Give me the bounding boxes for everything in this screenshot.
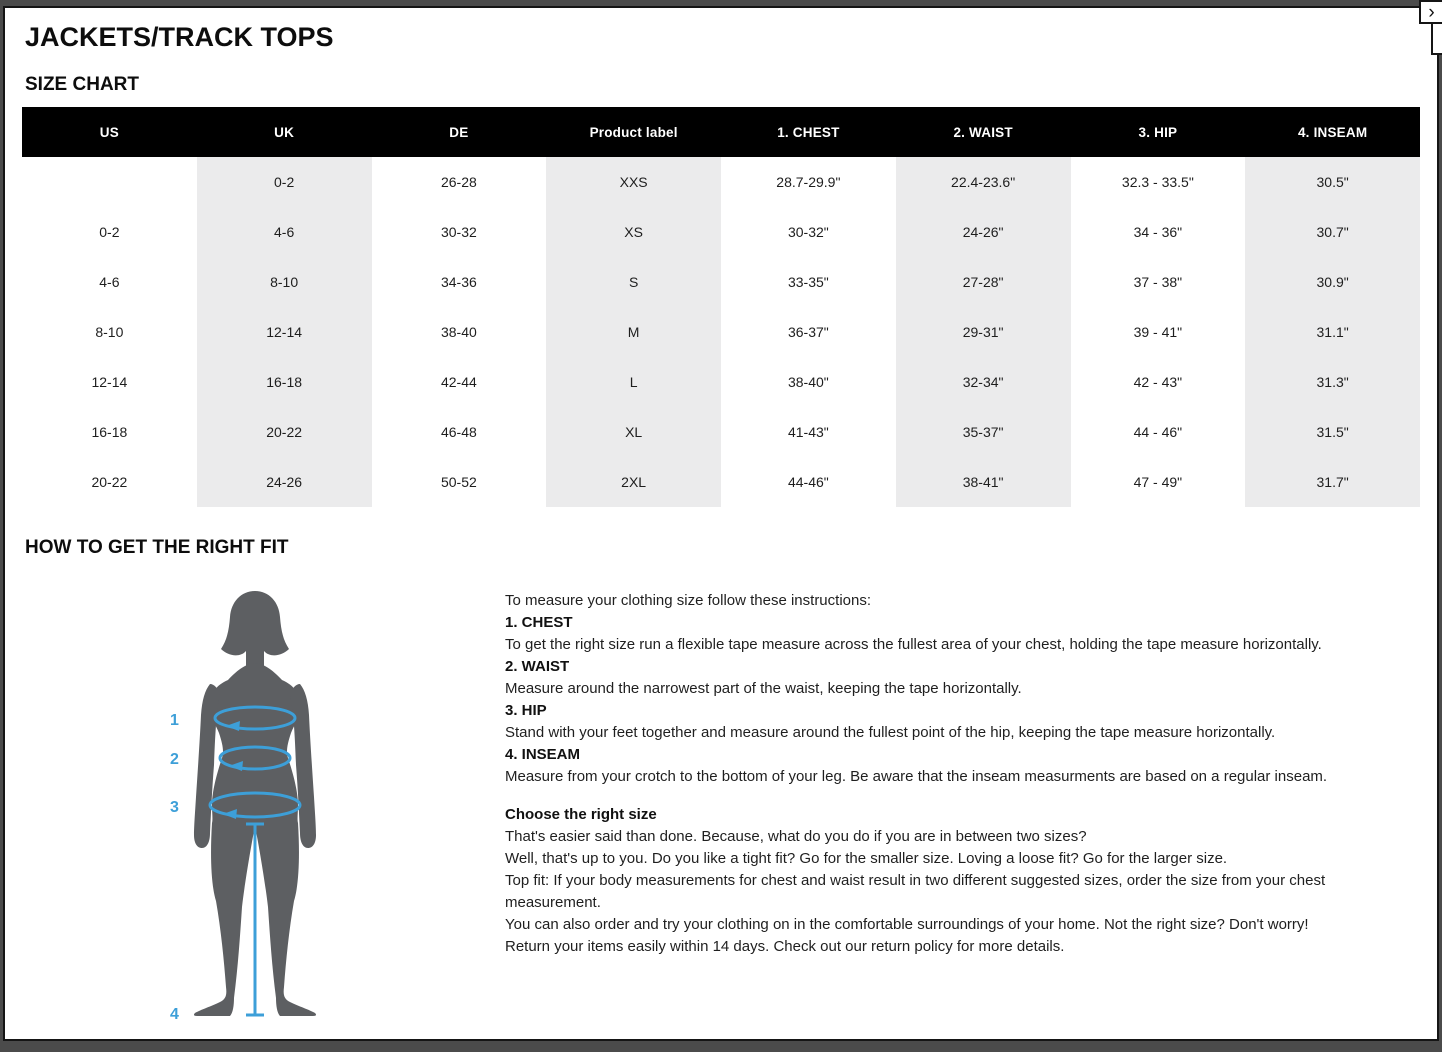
table-cell: 4-6 xyxy=(197,207,372,257)
table-cell: 32.3 - 33.5" xyxy=(1121,174,1194,190)
table-cell: 38-40" xyxy=(787,374,829,390)
instruction-text: To get the right size run a flexible tape measure across the fullest area of your chest, holding the tape measure horizontally. xyxy=(505,636,1322,653)
figure-label-1: 1 xyxy=(170,712,179,729)
table-cell: 44 - 46" xyxy=(1133,424,1183,440)
table-cell: 32-34" xyxy=(896,357,1071,407)
size-table-body xyxy=(22,157,1420,507)
table-cell: 0-2 xyxy=(99,224,120,240)
table-row xyxy=(22,457,1420,507)
size-chart-heading: SIZE CHART xyxy=(25,74,139,95)
table-cell: 2XL xyxy=(546,457,721,507)
column-header: 2. WAIST xyxy=(896,107,1071,157)
instruction-label: 4. INSEAM xyxy=(505,746,581,763)
column-header: 4. INSEAM xyxy=(1245,107,1420,157)
choose-size-line: Top fit: If your body measurements for chest and waist result in two different suggested sizes, order the size from your chest measurement. xyxy=(505,872,1326,911)
table-cell: 30.7" xyxy=(1245,207,1420,257)
table-cell: 34-36 xyxy=(440,274,477,290)
table-cell: 4-6 xyxy=(99,274,120,290)
instruction-text: Measure around the narrowest part of the waist, keeping the tape horizontally. xyxy=(505,680,1022,697)
table-cell: 30-32 xyxy=(440,224,477,240)
table-row xyxy=(22,307,1420,357)
table-row xyxy=(22,357,1420,407)
table-cell: XS xyxy=(546,207,721,257)
table-row xyxy=(22,257,1420,307)
table-cell: 29-31" xyxy=(896,307,1071,357)
instruction-text: Stand with your feet together and measure around the fullest point of the hip, keeping the tape measure horizontally. xyxy=(505,724,1276,741)
table-cell: L xyxy=(546,357,721,407)
column-header: 3. HIP xyxy=(1071,107,1246,157)
page-title: JACKETS/TRACK TOPS xyxy=(25,22,334,52)
choose-size-line: Return your items easily within 14 days. Check out our return policy for more details. xyxy=(505,938,1065,955)
table-cell: 30-32" xyxy=(787,224,829,240)
table-cell: 34 - 36" xyxy=(1133,224,1183,240)
table-cell: 44-46" xyxy=(787,474,829,490)
instruction-items xyxy=(505,612,1417,788)
table-cell: 46-48 xyxy=(440,424,477,440)
table-cell: 33-35" xyxy=(787,274,829,290)
instructions-intro: To measure your clothing size follow these instructions: xyxy=(505,592,872,609)
column-header: 1. CHEST xyxy=(721,107,896,157)
table-cell: 36-37" xyxy=(787,324,829,340)
column-header: UK xyxy=(197,107,372,157)
column-header: DE xyxy=(372,107,547,157)
table-cell: 12-14 xyxy=(91,374,128,390)
table-cell: 37 - 38" xyxy=(1133,274,1183,290)
figure-label-3: 3 xyxy=(170,799,179,816)
chevron-right-icon: › xyxy=(1428,1,1435,23)
instruction-label: 1. CHEST xyxy=(505,614,573,631)
figure-label-4: 4 xyxy=(170,1006,179,1023)
table-cell: 47 - 49" xyxy=(1133,474,1183,490)
table-cell: 38-41" xyxy=(896,457,1071,507)
table-cell: 12-14 xyxy=(197,307,372,357)
instruction-text: Measure from your crotch to the bottom of your leg. Be aware that the inseam measurments are based on a regular inseam. xyxy=(505,768,1328,785)
fit-heading: HOW TO GET THE RIGHT FIT xyxy=(25,537,289,558)
size-table-header-row xyxy=(22,107,1420,157)
table-cell: M xyxy=(546,307,721,357)
table-cell: 50-52 xyxy=(440,474,477,490)
table-cell: 8-10 xyxy=(197,257,372,307)
choose-size-heading: Choose the right size xyxy=(505,806,657,823)
instruction-label: 2. WAIST xyxy=(505,658,570,675)
table-row xyxy=(22,207,1420,257)
table-cell: 16-18 xyxy=(197,357,372,407)
table-cell: 26-28 xyxy=(440,174,477,190)
close-button[interactable] xyxy=(1419,0,1442,24)
table-cell: 30.5" xyxy=(1245,157,1420,207)
table-cell: XL xyxy=(546,407,721,457)
panel-corner-step xyxy=(1431,24,1442,55)
table-cell: 22.4-23.6" xyxy=(896,157,1071,207)
table-cell: 24-26 xyxy=(197,457,372,507)
table-cell: 39 - 41" xyxy=(1133,324,1183,340)
table-cell: 0-2 xyxy=(197,157,372,207)
table-cell: XXS xyxy=(546,157,721,207)
table-cell: 31.5" xyxy=(1245,407,1420,457)
table-cell: 41-43" xyxy=(787,424,829,440)
choose-size-line: You can also order and try your clothing on in the comfortable surroundings of your home. Not the right size? Don't worry! xyxy=(505,916,1309,933)
table-cell: 28.7-29.9" xyxy=(776,174,841,190)
figure-label-2: 2 xyxy=(170,751,179,768)
measure-instructions xyxy=(505,590,1417,958)
size-chart-table xyxy=(22,107,1420,507)
measurement-figure xyxy=(150,585,330,1041)
table-cell xyxy=(22,157,197,207)
table-cell: S xyxy=(546,257,721,307)
instruction-label: 3. HIP xyxy=(505,702,547,719)
table-cell: 31.3" xyxy=(1245,357,1420,407)
choose-size-line: That's easier said than done. Because, what do you do if you are in between two sizes? xyxy=(505,828,1087,845)
table-cell: 35-37" xyxy=(896,407,1071,457)
table-cell: 38-40 xyxy=(440,324,477,340)
choose-size-line: Well, that's up to you. Do you like a tight fit? Go for the smaller size. Loving a loose fit? Go for the larger size. xyxy=(505,850,1228,867)
table-cell: 30.9" xyxy=(1245,257,1420,307)
table-cell: 20-22 xyxy=(91,474,128,490)
table-cell: 20-22 xyxy=(197,407,372,457)
table-cell: 16-18 xyxy=(91,424,128,440)
table-cell: 31.7" xyxy=(1245,457,1420,507)
table-cell: 24-26" xyxy=(896,207,1071,257)
column-header: Product label xyxy=(546,107,721,157)
table-cell: 42-44 xyxy=(440,374,477,390)
size-guide-modal xyxy=(3,6,1439,1041)
table-row xyxy=(22,407,1420,457)
table-cell: 27-28" xyxy=(896,257,1071,307)
column-header: US xyxy=(22,107,197,157)
choose-size-lines xyxy=(505,826,1417,958)
table-cell: 42 - 43" xyxy=(1133,374,1183,390)
body-silhouette-figure xyxy=(150,585,330,1041)
table-cell: 8-10 xyxy=(95,324,124,340)
table-cell: 31.1" xyxy=(1245,307,1420,357)
table-row xyxy=(22,157,1420,207)
